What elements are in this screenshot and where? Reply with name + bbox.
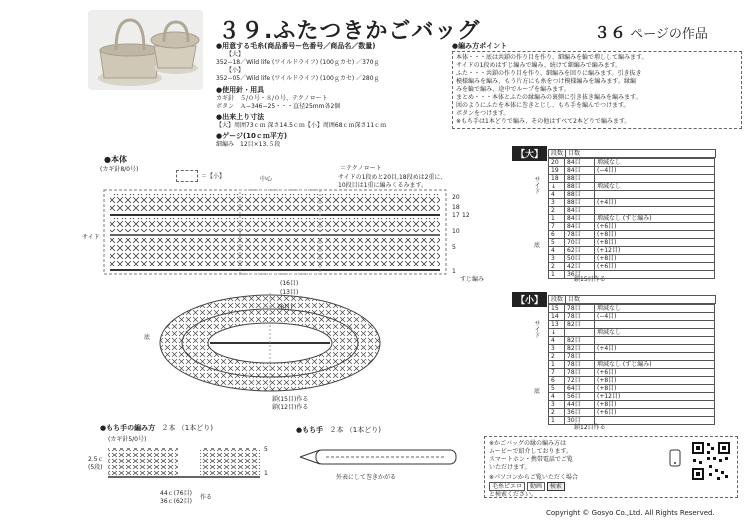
video-search-row	[489, 483, 733, 491]
video-line-4: いただけます。	[489, 464, 531, 471]
video-line-3: スマートホン・携帯電話でご覧	[489, 456, 573, 463]
table-body	[548, 158, 715, 279]
row-number: 2	[549, 409, 565, 417]
stitch-count: 78目	[565, 353, 595, 361]
stitch-count: 84目	[565, 207, 595, 215]
row-label-18: 18	[452, 204, 460, 211]
table-header: 目数	[566, 296, 716, 304]
video-line-6: と検索ください。	[489, 491, 538, 498]
table-small-side: サイド	[533, 320, 540, 338]
row-note: (+8目)	[595, 231, 715, 239]
row-number: 14	[549, 313, 565, 321]
points-line: 図のようにふたを本体に巻きとじし、もち手を編んでつけます。	[456, 102, 630, 109]
row-note: 増減なし (すじ編み)	[595, 361, 715, 369]
suji-label: すじ編み	[460, 276, 485, 283]
row-number: 1	[549, 361, 565, 369]
row-number: 18	[549, 175, 565, 183]
row-label-10: 10	[452, 228, 460, 235]
points-line: 本体・・・底は共鎖の作り目を作り、細編みを輪で増しして編みます。	[456, 54, 648, 61]
count-13: (13目)	[280, 289, 299, 296]
table-small-cast: 鎖12目作る	[574, 424, 606, 431]
row-note	[595, 175, 715, 183]
table-row	[549, 207, 715, 215]
gauge-heading: ●ゲージ(10ｃｍ平方)	[216, 132, 288, 140]
row-note: 増減なし	[595, 305, 715, 313]
cast-count-15: 鎖(15目)作る	[272, 396, 309, 403]
table-row	[549, 329, 715, 337]
table-row	[549, 223, 715, 231]
stitch-count: 42目	[565, 263, 595, 271]
stitch-count: 84目	[565, 215, 595, 223]
search-keyword-1: 毛糸ピエロ	[489, 482, 525, 491]
row-label-17: 17	[452, 212, 460, 219]
handle-illustration	[296, 444, 461, 470]
cast-count-12: 鎖(12目)作る	[272, 404, 309, 411]
table-large-side: サイド	[533, 176, 540, 194]
row-number: 1	[549, 271, 565, 279]
stitch-count: 88目	[565, 199, 595, 207]
table-row	[549, 191, 715, 199]
row-note: (+8目)	[595, 401, 715, 409]
row-note	[595, 191, 715, 199]
table-header: 段数	[549, 150, 566, 158]
table-small-label: 【小】	[512, 292, 547, 307]
row-number: 4	[549, 337, 565, 345]
stitch-count: 84目	[565, 223, 595, 231]
row-note	[595, 321, 715, 329]
row-number: 2	[549, 353, 565, 361]
handle-chart-title: ●もち手の編み方	[100, 424, 156, 432]
tools-heading: ●使用針・用具	[216, 86, 265, 94]
body-chart-hook-note: (カギ針8/0号)	[100, 166, 139, 173]
stitch-count: 82目	[565, 321, 595, 329]
stitch-count: 78目	[565, 361, 595, 369]
row-number: 2	[549, 207, 565, 215]
table-row	[549, 377, 715, 385]
tools-button: ボタン Ａ−346−25・・・直径25mm各2個	[216, 103, 341, 110]
gauge-line: 細編み 12目×13.５段	[216, 141, 281, 148]
stitch-count: 70目	[565, 239, 595, 247]
table-row	[549, 199, 715, 207]
bottom-label: 底	[144, 334, 151, 341]
page-reference	[594, 20, 708, 43]
table-row	[549, 313, 715, 321]
table-row	[549, 159, 715, 167]
handle-width: 44ｃ(76目)	[160, 490, 192, 497]
table-body	[548, 304, 715, 425]
table-row	[549, 239, 715, 247]
points-line: サイドの1段めはすじ編みで編み、続けて細編みで編みます。	[456, 62, 622, 69]
table-row	[549, 183, 715, 191]
stitch-count: 84目	[565, 167, 595, 175]
points-line: 模様編みを編み、もう片方にも糸をつけ模様編みを編みます。縁編	[456, 78, 636, 85]
table-small-bottom: 底	[534, 388, 541, 395]
table-row	[549, 361, 715, 369]
points-line: みを輪で編み、途中でループを編みます。	[456, 86, 570, 93]
row-note	[595, 337, 715, 345]
row-note	[595, 417, 715, 425]
techno-label: ＝テクノロート	[340, 165, 382, 172]
baskets-illustration	[88, 10, 203, 90]
search-button[interactable]: 検索	[547, 482, 565, 491]
materials-small-tag: 【小】	[226, 67, 245, 74]
row-number: 4	[549, 247, 565, 255]
table-row	[549, 345, 715, 353]
row-note: 増減なし	[595, 159, 715, 167]
handle-make: 作る	[200, 494, 213, 501]
points-box	[452, 51, 742, 129]
handle-title: ●もち手	[296, 426, 324, 434]
row-number: 6	[549, 231, 565, 239]
stitch-count: 84目	[565, 159, 595, 167]
materials-large-tag: 【大】	[226, 51, 245, 58]
table-row	[549, 305, 715, 313]
handle-note: 外表にして巻きかがる	[336, 474, 397, 481]
table-row	[549, 231, 715, 239]
handle-width-small: 36ｃ(62目)	[160, 498, 192, 505]
stitch-count: 78目	[565, 369, 595, 377]
table-row	[549, 255, 715, 263]
row-label-1: 1	[452, 268, 456, 275]
row-number: 3	[549, 401, 565, 409]
row-note: (+6目)	[595, 409, 715, 417]
handle-height: 2.5ｃ	[88, 456, 104, 463]
row-number: 2	[549, 263, 565, 271]
stitch-count: 82目	[565, 345, 595, 353]
stitch-count: 50目	[565, 255, 595, 263]
row-number: 20	[549, 159, 565, 167]
row-note	[595, 271, 715, 279]
row-note: (−4目)	[595, 313, 715, 321]
table-header: 目数	[566, 150, 716, 158]
row-note: (+12目)	[595, 247, 715, 255]
table-header: 段数	[549, 296, 566, 304]
table-row	[549, 401, 715, 409]
table-large	[548, 149, 716, 158]
row-note: 増減なし (すじ編み)	[595, 215, 715, 223]
row-label-20: 20	[452, 194, 460, 201]
count-16: (16目)	[280, 280, 299, 287]
product-photo	[88, 10, 203, 90]
body-side-diagram	[100, 188, 460, 288]
handle-count: ２本 （1本どり)	[329, 426, 381, 434]
techno-note-1: サイドの1段めと20目,18段めは2重に、	[338, 174, 447, 181]
body-bottom-diagram	[150, 288, 390, 398]
stitch-count: 78目	[565, 231, 595, 239]
stitch-count: 88目	[565, 183, 595, 191]
stitch-count: 82目	[565, 337, 595, 345]
row-number: 3	[549, 199, 565, 207]
row-number: 6	[549, 377, 565, 385]
materials-small: 352−05／Wild life (ワイルドライフ) (100ｇカセ) ／280ｇ	[216, 75, 380, 82]
row-note	[595, 207, 715, 215]
row-label-12: 12	[462, 212, 470, 219]
video-box	[484, 436, 738, 498]
row-note: (−4目)	[595, 167, 715, 175]
table-row	[549, 167, 715, 175]
row-number: 3	[549, 345, 565, 353]
materials-section	[216, 42, 446, 149]
handle-chart-hook: (カギ針5/0号)	[108, 436, 147, 443]
table-large-cast: 鎖15目作る	[574, 276, 606, 283]
materials-heading: ●用意する毛糸(商品番号ー色番号／商品名／数量)	[216, 42, 376, 50]
row-number: 3	[549, 255, 565, 263]
stitch-count: 36目	[565, 271, 595, 279]
stitch-count: 88目	[565, 175, 595, 183]
table-row	[549, 175, 715, 183]
table-large-label: 【大】	[512, 146, 547, 161]
video-line-5: ※パソコンからご覧いただく場合	[489, 474, 578, 481]
stitch-count: 44目	[565, 401, 595, 409]
row-number: 4	[549, 393, 565, 401]
table-row	[549, 263, 715, 271]
row-note: (+8目)	[595, 385, 715, 393]
handle-chart-count: ２本 （1本どり)	[161, 424, 213, 432]
row-number: 19	[549, 167, 565, 175]
row-note: (+8目)	[595, 377, 715, 385]
points-line: ふた・・・共鎖の作り目を作り、細編みを回りに編みます。引き抜き	[456, 70, 642, 77]
table-row	[549, 353, 715, 361]
row-note: (+8目)	[595, 239, 715, 247]
table-small	[548, 295, 716, 304]
handle-row-5: 5	[264, 446, 268, 453]
center-label: 中心	[260, 176, 273, 183]
tools-hook: カギ針 ５/０号・８/０号、テクノロート	[216, 95, 328, 102]
handle-chart-heading	[100, 424, 213, 433]
stitch-count: 88目	[565, 191, 595, 199]
techno-note-2: 10段目は1重に編みくるみます。	[338, 182, 427, 189]
side-label: サイド	[82, 234, 100, 241]
row-note: (+6目)	[595, 263, 715, 271]
table-large-rows	[548, 158, 738, 279]
stitch-count: 72目	[565, 377, 595, 385]
handle-row-1: 1	[264, 470, 268, 477]
points-line: ボタンをつけます。	[456, 110, 510, 117]
search-keyword-2: 動画	[527, 482, 545, 491]
stitch-count: 78目	[565, 305, 595, 313]
table-row	[549, 247, 715, 255]
stitch-count: 64目	[565, 385, 595, 393]
table-row	[549, 369, 715, 377]
stitch-count: 56目	[565, 393, 595, 401]
row-number: 7	[549, 369, 565, 377]
stitch-count: 30目	[565, 417, 595, 425]
count-8: (8目)	[278, 304, 293, 311]
table-row	[549, 321, 715, 329]
row-note: 増減なし	[595, 329, 715, 337]
row-number: 15	[549, 305, 565, 313]
materials-large: 352−18／Wild life (ワイルドライフ) (100ｇカセ) ／370ｇ	[216, 59, 380, 66]
body-chart-heading: ●本体	[104, 155, 127, 164]
small-mark-legend	[176, 170, 198, 182]
points-heading: ●編み方ポイント	[452, 42, 508, 50]
handle-height-rows: (5段)	[88, 464, 103, 471]
table-row	[549, 337, 715, 345]
phone-icon	[669, 449, 681, 467]
row-note: (+8目)	[595, 255, 715, 263]
row-number: 4	[549, 191, 565, 199]
row-note: (+6目)	[595, 223, 715, 231]
copyright: Copyright © Gosyo Co.,Ltd. All Rights Reserved.	[546, 509, 715, 517]
row-number: 1	[549, 417, 565, 425]
row-number: ↓	[549, 183, 565, 191]
row-note: (+6目)	[595, 369, 715, 377]
page-title: ３９.ふたつきかごバッグ	[218, 19, 481, 44]
stitch-count: 78目	[565, 313, 595, 321]
row-number: 5	[549, 239, 565, 247]
table-row	[549, 215, 715, 223]
small-mark-text: ＝【小】	[201, 173, 226, 180]
row-note: (+4目)	[595, 345, 715, 353]
video-line-2: ムービーで紹介しております。	[489, 448, 572, 455]
table-row	[549, 385, 715, 393]
video-line-1: ※かごバッグの縁の編み方は	[489, 440, 567, 447]
stitch-count: 62目	[565, 247, 595, 255]
row-note: (+12目)	[595, 393, 715, 401]
row-note: (+4目)	[595, 199, 715, 207]
row-number: 5	[549, 385, 565, 393]
stitch-count: 36目	[565, 409, 595, 417]
points-line: まとめ・・・本体とふたの縁編みの裏側に引き抜き編みを編みます。	[456, 94, 642, 101]
points-section	[452, 42, 742, 129]
handle-heading	[296, 426, 381, 435]
row-label-5: 5	[452, 244, 456, 251]
points-line: ※もち手は1本どりで編み、その他はすべて2本どりで編みます。	[456, 118, 631, 125]
row-number: ↓	[549, 329, 565, 337]
table-small-rows	[548, 304, 738, 425]
table-large-bottom: 底	[534, 242, 541, 249]
stitch-count	[565, 329, 595, 337]
row-number: 1	[549, 215, 565, 223]
row-number: 7	[549, 223, 565, 231]
table-row	[549, 409, 715, 417]
table-row	[549, 393, 715, 401]
row-number: 13	[549, 321, 565, 329]
size-heading: ●出来上り寸法	[216, 113, 265, 121]
row-note: 増減なし	[595, 183, 715, 191]
row-note	[595, 353, 715, 361]
size-line: 【大】周囲73ｃｍ 深さ14.5ｃｍ【小】周囲68ｃｍ深さ11ｃｍ	[216, 122, 387, 129]
handle-stitch-diagram	[104, 446, 274, 480]
qr-code-icon[interactable]	[691, 441, 731, 481]
page-suffix: ページの作品	[626, 27, 708, 42]
page-number: ３６	[594, 23, 627, 42]
